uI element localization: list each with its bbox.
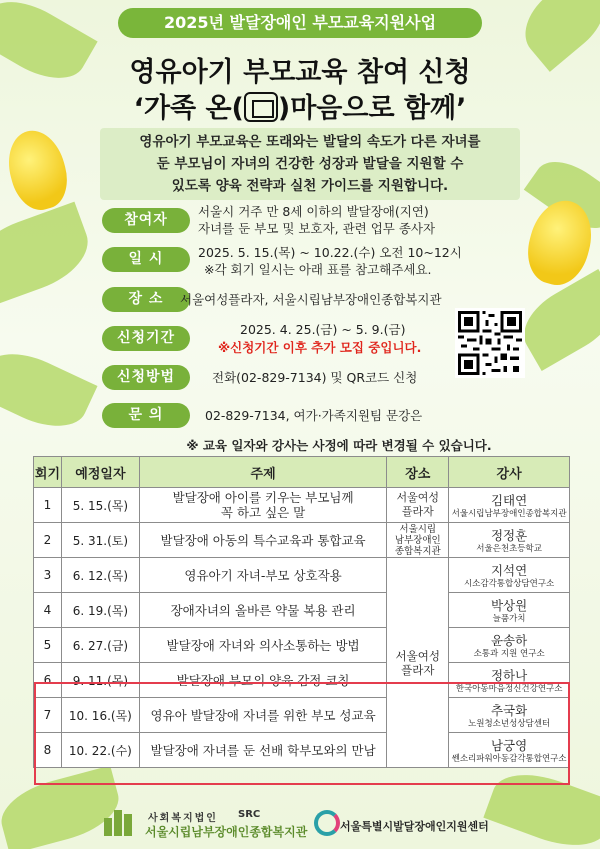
session-date: 10. 16.(목) bbox=[61, 698, 139, 733]
session-venue bbox=[387, 523, 449, 558]
period-label: 신청기간 bbox=[102, 326, 190, 351]
venue-line: 서울여성 bbox=[396, 491, 440, 504]
instructor-org: 서울은천초등학교 bbox=[476, 543, 542, 554]
session-instructor bbox=[449, 558, 570, 593]
org-type: 사회복지법인 bbox=[148, 813, 218, 824]
table-row bbox=[34, 523, 570, 558]
session-no: 7 bbox=[34, 698, 62, 733]
session-date: 5. 15.(목) bbox=[61, 488, 139, 523]
venue-line: 서울여성 bbox=[395, 648, 440, 663]
header-topic: 주제 bbox=[139, 457, 387, 488]
instructor-name: 정하나 bbox=[490, 667, 528, 683]
org-srcc-mark: SRC bbox=[238, 809, 261, 820]
session-no: 2 bbox=[34, 523, 62, 558]
table-row bbox=[34, 488, 570, 523]
session-topic: 영유아기 자녀-부모 상호작용 bbox=[139, 558, 387, 593]
instructor-org: 한국아동마음정신건강연구소 bbox=[455, 683, 563, 694]
session-topic: 장애자녀의 올바른 약물 복용 관리 bbox=[139, 593, 387, 628]
header-instructor: 강사 bbox=[449, 457, 570, 488]
table-header-row bbox=[34, 457, 570, 488]
schedule-table bbox=[33, 456, 570, 768]
table-row bbox=[34, 628, 570, 663]
session-no: 3 bbox=[34, 558, 62, 593]
qr-code-icon[interactable] bbox=[455, 308, 525, 378]
period-text bbox=[240, 321, 405, 338]
header-venue: 장소 bbox=[387, 457, 449, 488]
participants-line: 자녀를 둔 부모 및 보호자, 관련 업무 종사자 bbox=[198, 221, 436, 236]
instructor-name: 남궁영 bbox=[490, 737, 528, 753]
contact-text: 02-829-7134, 여가·가족지원팀 문강은 bbox=[205, 408, 423, 423]
venue-line: 남부장애인 bbox=[394, 534, 441, 546]
session-no: 1 bbox=[34, 488, 62, 523]
session-instructor bbox=[449, 488, 570, 523]
session-instructor bbox=[449, 663, 570, 698]
table-row bbox=[34, 663, 570, 698]
instructor-org: 서울시립남부장애인종합복지관 bbox=[451, 508, 567, 519]
welfare-center-logo bbox=[104, 806, 138, 836]
venue-line: 서울시립 bbox=[399, 523, 437, 535]
session-no: 4 bbox=[34, 593, 62, 628]
session-topic: 발달장애 아동의 특수교육과 통합교육 bbox=[139, 523, 387, 558]
venue-line: 종합복지관 bbox=[394, 545, 441, 557]
session-topic: 발달장애 부모의 양육 감정 코칭 bbox=[139, 663, 387, 698]
participants-text bbox=[198, 203, 435, 237]
session-date: 6. 27.(금) bbox=[61, 628, 139, 663]
session-date: 6. 12.(목) bbox=[61, 558, 139, 593]
period-note: ※신청기간 이후 추가 모집 중입니다. bbox=[218, 340, 422, 355]
instructor-name: 지석연 bbox=[490, 562, 528, 578]
instructor-name: 박상원 bbox=[490, 597, 528, 613]
participants-line: 서울시 거주 만 8세 이하의 발달장애(지연) bbox=[198, 204, 429, 219]
instructor-org: 소통과 지원 연구소 bbox=[473, 648, 545, 659]
session-venue bbox=[387, 558, 449, 768]
instructor-name: 정정훈 bbox=[490, 527, 528, 543]
instructor-name: 추국화 bbox=[490, 702, 528, 718]
place-text: 서울여성플라자, 서울시립남부장애인종합복지관 bbox=[180, 292, 442, 307]
session-topic bbox=[139, 488, 387, 523]
session-instructor bbox=[449, 628, 570, 663]
session-date: 6. 19.(목) bbox=[61, 593, 139, 628]
place-label: 장 소 bbox=[102, 287, 190, 312]
page-title: 영유아기 부모교육 참여 신청 bbox=[129, 57, 471, 88]
intro-line: 둔 부모님이 자녀의 건강한 성장과 발달을 지원할 수 bbox=[156, 156, 464, 172]
session-date: 10. 22.(수) bbox=[61, 733, 139, 768]
schedule-text bbox=[198, 244, 462, 278]
support-center-logo bbox=[314, 810, 340, 836]
session-no: 8 bbox=[34, 733, 62, 768]
instructor-org: 시소감각통합상담연구소 bbox=[463, 578, 555, 589]
header-date: 예정일자 bbox=[61, 457, 139, 488]
intro-line: 영유아기 부모교육은 또래와는 발달의 속도가 다른 자녀를 bbox=[139, 134, 481, 150]
period-line: 2025. 4. 25.(금) ~ 5. 9.(금) bbox=[240, 322, 406, 337]
org-name-welfare-center: 서울시립남부장애인종합복지관 bbox=[145, 825, 308, 839]
change-notice: ※ 교육 일자와 강사는 사정에 따라 변경될 수 있습니다. bbox=[186, 438, 492, 453]
subtitle-post: )마음으로 함께’ bbox=[277, 93, 467, 124]
intro-line: 있도록 양육 전략과 실천 가이드를 지원합니다. bbox=[171, 178, 449, 194]
org-name-support-center: 서울특별시발달장애인지원센터 bbox=[340, 820, 489, 833]
header-session: 회기 bbox=[34, 457, 62, 488]
intro-box bbox=[100, 128, 520, 200]
page-subtitle bbox=[0, 86, 600, 125]
session-no: 6 bbox=[34, 663, 62, 698]
table-row bbox=[34, 698, 570, 733]
venue-line: 플라자 bbox=[401, 505, 434, 518]
method-text: 전화(02-829-7134) 및 QR코드 신청 bbox=[212, 370, 418, 385]
session-date: 9. 11.(목) bbox=[61, 663, 139, 698]
table-row bbox=[34, 733, 570, 768]
table-row bbox=[34, 558, 570, 593]
method-label: 신청방법 bbox=[102, 365, 190, 390]
instructor-org: 쎈소리파워아동감각통합연구소 bbox=[451, 753, 567, 764]
session-topic: 영유아 발달장애 자녀를 위한 부모 성교육 bbox=[139, 698, 387, 733]
session-instructor bbox=[449, 733, 570, 768]
contact-label: 문 의 bbox=[102, 403, 190, 428]
instructor-name: 윤송하 bbox=[490, 632, 528, 648]
instructor-org: 늘품가치 bbox=[492, 613, 526, 624]
session-instructor bbox=[449, 593, 570, 628]
session-topic: 발달장애 자녀와 의사소통하는 방법 bbox=[139, 628, 387, 663]
session-topic: 발달장애 자녀를 둔 선배 학부모와의 만남 bbox=[139, 733, 387, 768]
session-instructor bbox=[449, 523, 570, 558]
venue-line: 플라자 bbox=[401, 662, 435, 677]
on-character-icon bbox=[244, 92, 278, 122]
instructor-name: 김태연 bbox=[490, 492, 528, 508]
topic-line: 꼭 하고 싶은 말 bbox=[220, 505, 306, 520]
schedule-label: 일 시 bbox=[102, 247, 190, 272]
session-no: 5 bbox=[34, 628, 62, 663]
topic-line: 발달장애 아이를 키우는 부모님께 bbox=[172, 490, 354, 505]
participants-label: 참여자 bbox=[102, 208, 190, 233]
instructor-org: 노원청소년성상담센터 bbox=[468, 718, 551, 729]
table-row bbox=[34, 593, 570, 628]
subtitle-pre: ‘가족 온( bbox=[133, 93, 244, 124]
schedule-note: ※각 회기 일시는 아래 표를 참고해주세요. bbox=[204, 262, 432, 277]
session-date: 5. 31.(토) bbox=[61, 523, 139, 558]
session-venue bbox=[387, 488, 449, 523]
schedule-line: 2025. 5. 15.(목) ~ 10.22.(수) 오전 10~12시 bbox=[198, 245, 462, 260]
session-instructor bbox=[449, 698, 570, 733]
program-banner: 2025년 발달장애인 부모교육지원사업 bbox=[118, 8, 482, 38]
